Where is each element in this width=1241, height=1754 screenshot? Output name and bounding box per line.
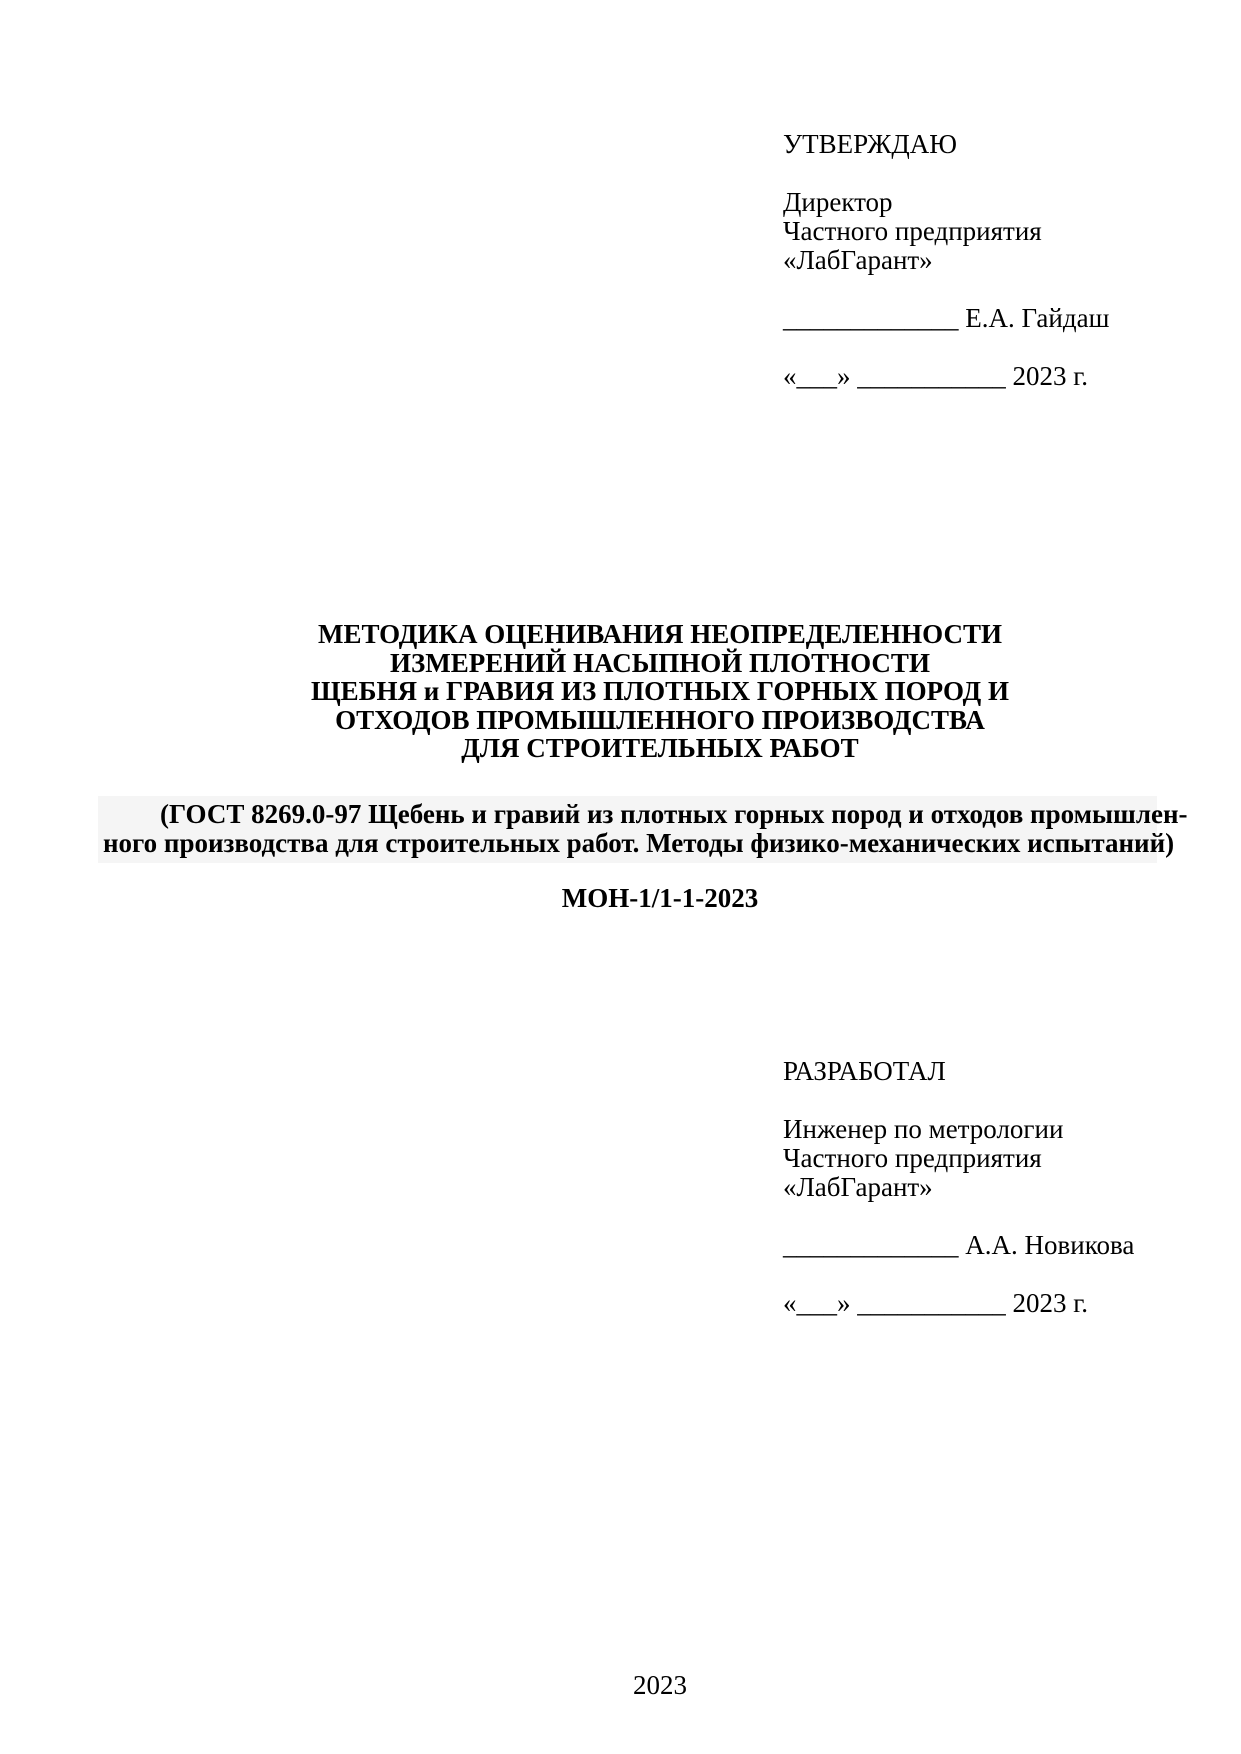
- document-title-line: МЕТОДИКА ОЦЕНИВАНИЯ НЕОПРЕДЕЛЕННОСТИ: [318, 619, 1002, 649]
- blank-line: [783, 1202, 1134, 1231]
- developer-org-line: Частного предприятия: [783, 1143, 1042, 1173]
- approval-date-line: «___» ___________ 2023 г.: [783, 361, 1089, 391]
- document-title-line: ИЗМЕРЕНИЙ НАСЫПНОЙ ПЛОТНОСТИ: [390, 647, 930, 678]
- blank-line: [783, 159, 1109, 188]
- footer-year: 2023: [633, 1670, 687, 1700]
- gost-reference-line: ного производства для строительных работ. Методы физико-механических испытаний): [103, 827, 1175, 858]
- approval-org-line: «ЛабГарант»: [783, 245, 933, 275]
- approval-signature-line: _____________ Е.А. Гайдаш: [783, 303, 1110, 333]
- approval-heading: УТВЕРЖДАЮ: [783, 129, 958, 159]
- document-title-line: ЩЕБНЯ и ГРАВИЯ ИЗ ПЛОТНЫХ ГОРНЫХ ПОРОД И: [310, 676, 1010, 706]
- gost-reference-paragraph: [98, 796, 1188, 863]
- approval-block: [783, 130, 1109, 391]
- blank-line: [783, 275, 1109, 304]
- blank-line: [783, 333, 1109, 362]
- document-number: МОН-1/1-1-2023: [561, 883, 759, 913]
- developer-heading: РАЗРАБОТАЛ: [783, 1056, 946, 1086]
- developer-date-line: «___» ___________ 2023 г.: [783, 1288, 1089, 1318]
- developer-org-line: «ЛабГарант»: [783, 1172, 933, 1202]
- gost-reference-line: (ГОСТ 8269.0-97 Щебень и гравий из плотных горных пород и отходов промышлен-: [160, 799, 1188, 829]
- developer-block: [783, 1057, 1134, 1318]
- document-title-line: ДЛЯ СТРОИТЕЛЬНЫХ РАБОТ: [461, 733, 859, 763]
- approval-org-line: Директор: [783, 187, 893, 217]
- blank-line: [783, 1260, 1134, 1289]
- blank-line: [783, 1086, 1134, 1115]
- developer-signature-line: _____________ А.А. Новикова: [783, 1230, 1135, 1260]
- developer-org-line: Инженер по метрологии: [783, 1114, 1064, 1144]
- approval-org-line: Частного предприятия: [783, 216, 1042, 246]
- document-title: [79, 620, 1241, 763]
- document-title-line: ОТХОДОВ ПРОМЫШЛЕННОГО ПРОИЗВОДСТВА: [335, 704, 985, 735]
